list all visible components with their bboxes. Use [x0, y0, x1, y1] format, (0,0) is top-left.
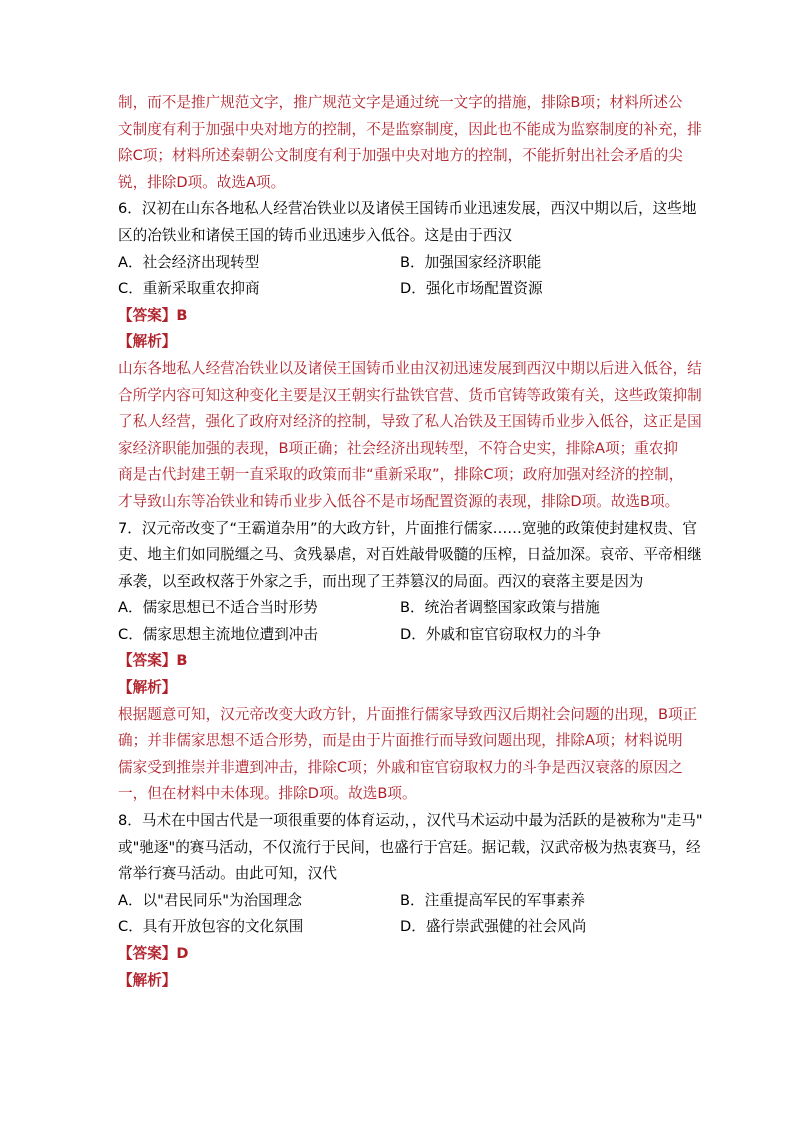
question-stem: 8．马术在中国古代是一项很重要的体育运动，，汉代马术运动中最为活跃的是被称为"走马" — [118, 812, 703, 830]
analysis-line: 根据题意可知，汉元帝改变大政方针，片面推行儒家导致西汉后期社会问题的出现，B项正 — [118, 705, 698, 723]
question-stem: 吏、地主们如同脱缰之马、贪残暴虐，对百姓敲骨吸髓的压榨，日益加深。哀帝、平帝相继 — [118, 546, 702, 564]
options-row — [118, 595, 682, 622]
answer-label: 【答案】B — [118, 306, 188, 324]
options-row — [118, 250, 682, 277]
option-d: D．盛行崇武强健的社会风尚 — [400, 918, 587, 936]
option-a: A．儒家思想已不适合当时形势 — [118, 599, 318, 617]
question-stem: 区的冶铁业和诸侯王国的铸币业迅速步入低谷。这是由于西汉 — [118, 226, 513, 244]
option-b: B．统治者调整国家政策与措施 — [400, 599, 600, 617]
question-stem: 7．汉元帝改变了“王霸道杂用”的大政方针，片面推行儒家……宽驰的政策使封建权贵、官 — [118, 519, 697, 537]
question-stem: 6．汉初在山东各地私人经营冶铁业以及诸侯王国铸币业迅速发展，西汉中期以后，这些地 — [118, 200, 697, 218]
option-c: C．重新采取重农抑商 — [118, 280, 260, 298]
question-6 — [118, 196, 702, 515]
options-row — [118, 622, 682, 649]
analysis-line: 商是古代封建王朝一直采取的政策而非“重新采取”，排除C项；政府加强对经济的控制， — [118, 466, 684, 484]
prev-analysis — [118, 90, 702, 196]
analysis-label: 【解析】 — [118, 679, 177, 697]
option-c: C．儒家思想主流地位遭到冲击 — [118, 625, 318, 643]
question-stem: 承袭，以至政权落于外家之手，而出现了王莽篡汉的局面。西汉的衰落主要是因为 — [118, 572, 644, 590]
analysis-line: 合所学内容可知这种变化主要是汉王朝实行盐铁官营、货币官铸等政策有关，这些政策抑制 — [118, 386, 702, 404]
question-stem: 常举行赛马活动。由此可知，汉代 — [118, 865, 337, 883]
analysis-line: 锐，排除D项。故选A项。 — [118, 173, 286, 191]
option-d: D．强化市场配置资源 — [400, 280, 543, 298]
option-a: A．社会经济出现转型 — [118, 253, 260, 271]
analysis-line: 山东各地私人经营冶铁业以及诸侯王国铸币业由汉初迅速发展到西汉中期以后进入低谷，结 — [118, 359, 702, 377]
analysis-line: 了私人经营，强化了政府对经济的控制，导致了私人冶铁及王国铸币业步入低谷，这正是国 — [118, 413, 702, 431]
option-a: A．以"君民同乐"为治国理念 — [118, 891, 302, 909]
analysis-line: 制，而不是推广规范文字，推广规范文字是通过统一文字的措施，排除B项；材料所述公 — [118, 94, 683, 111]
question-7 — [118, 516, 702, 809]
analysis-line: 文制度有利于加强中央对地方的控制，不是监察制度，因此也不能成为监察制度的补充，排 — [118, 120, 702, 138]
analysis-line: 除C项；材料所述秦朝公文制度有利于加强中央对地方的控制，不能折射出社会矛盾的尖 — [118, 147, 683, 165]
answer-label: 【答案】B — [118, 652, 188, 670]
analysis-line: 儒家受到推崇并非遭到冲击，排除C项；外戚和宦官窃取权力的斗争是西汉衰落的原因之 — [118, 758, 683, 776]
analysis-label: 【解析】 — [118, 971, 177, 989]
analysis-line: 家经济职能加强的表现，B项正确；社会经济出现转型，不符合史实，排除A项；重农抑 — [118, 439, 678, 457]
analysis-line: 一，但在材料中未体现。排除D项。故选B项。 — [118, 785, 417, 803]
option-b: B．注重提高军民的军事素养 — [400, 891, 586, 909]
analysis-line: 确；并非儒家思想不适合形势，而是由于片面推行而导致问题出现，排除A项；材料说明 — [118, 732, 683, 750]
analysis-label: 【解析】 — [118, 333, 177, 351]
option-c: C．具有开放包容的文化氛围 — [118, 918, 304, 936]
option-b: B．加强国家经济职能 — [400, 253, 542, 271]
question-8 — [118, 808, 703, 994]
document-page — [118, 90, 703, 994]
options-row — [118, 914, 682, 941]
option-d: D．外戚和宦官窃取权力的斗争 — [400, 625, 601, 643]
options-row — [118, 276, 682, 303]
question-stem: 或"驰逐"的赛马活动，不仅流行于民间，也盛行于宫廷。据记载，汉武帝极为热衷赛马，经 — [118, 838, 701, 856]
answer-label: 【答案】D — [118, 945, 189, 962]
options-row — [118, 888, 682, 915]
analysis-line: 才导致山东等冶铁业和铸币业步入低谷不是市场配置资源的表现，排除D项。故选B项。 — [118, 492, 680, 510]
